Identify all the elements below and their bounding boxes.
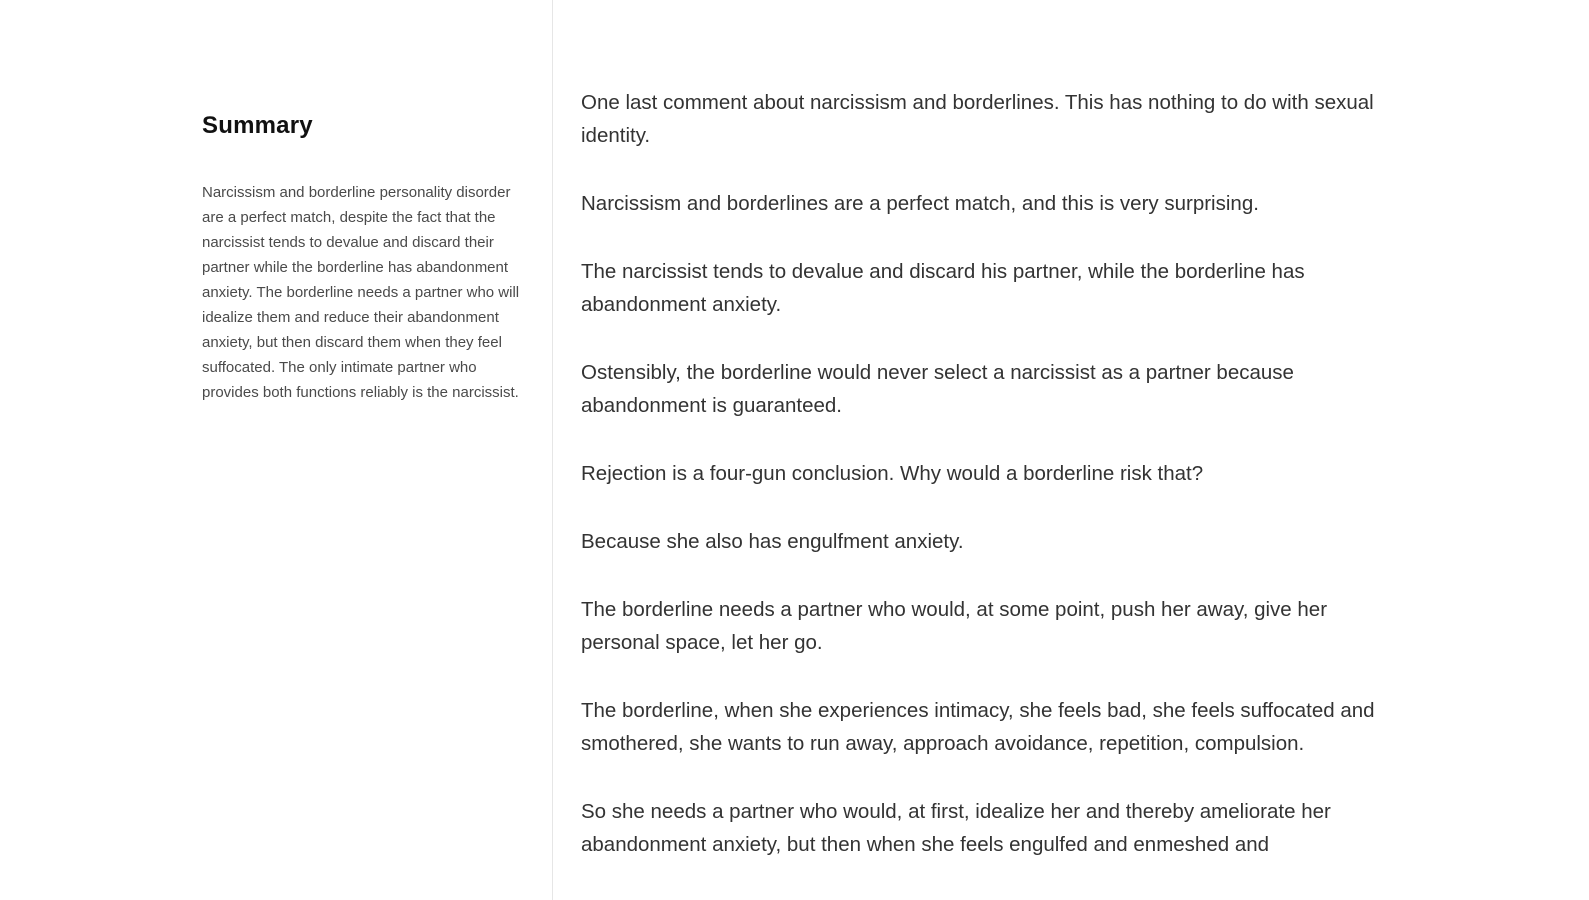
summary-title: Summary — [202, 112, 313, 139]
article-paragraph: Narcissism and borderlines are a perfect match, and this is very surprising. — [581, 192, 1259, 215]
article-paragraph: Ostensibly, the borderline would never select a narcissist as a partner because abandonment is guaranteed. — [581, 361, 1294, 417]
article-paragraph: So she needs a partner who would, at first, idealize her and thereby ameliorate her abandonment anxiety, but then when she feels engulfed and enmeshed and — [581, 800, 1331, 856]
article-paragraph: One last comment about narcissism and borderlines. This has nothing to do with sexual identity. — [581, 91, 1374, 147]
article-paragraph: The narcissist tends to devalue and discard his partner, while the borderline has abandonment anxiety. — [581, 260, 1305, 316]
article-paragraph: Rejection is a four-gun conclusion. Why would a borderline risk that? — [581, 462, 1204, 485]
summary-sidebar — [0, 0, 553, 900]
transcript-article — [581, 86, 1401, 896]
article-paragraph: The borderline, when she experiences intimacy, she feels bad, she feels suffocated and smothered, she wants to run away, approach avoidance, repetition, compulsion. — [581, 699, 1375, 755]
article-paragraph: The borderline needs a partner who would, at some point, push her away, give her personal space, let her go. — [581, 598, 1328, 654]
summary-text: Narcissism and borderline personality disorder are a perfect match, despite the fact that the narcissist tends to devalue and discard their partner while the borderline has abandonment anxiety. The borderline needs a partner who will idealize them and reduce their abandonment anxiety, but then discard them when they feel suffocated. The only intimate partner who provides both functions reliably is the narcissist. — [202, 184, 520, 401]
article-paragraph: Because she also has engulfment anxiety. — [581, 530, 964, 553]
